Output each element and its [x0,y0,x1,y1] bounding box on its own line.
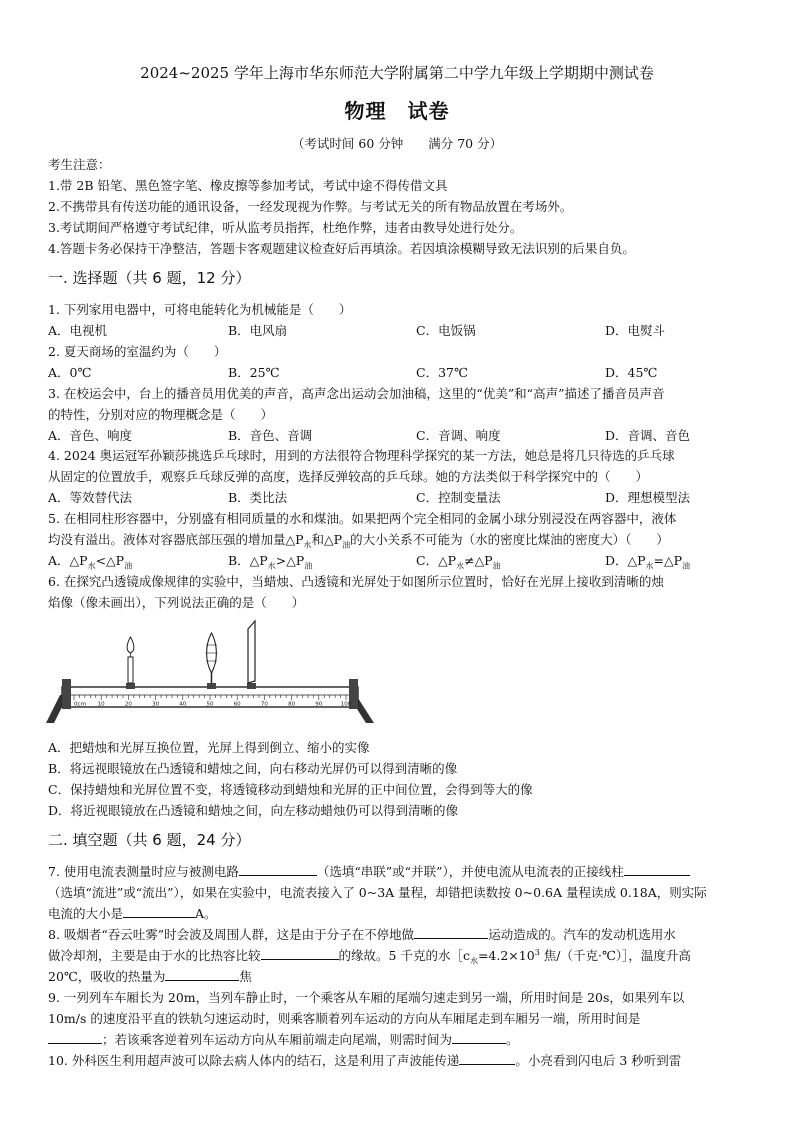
q9-blank-2[interactable] [452,1030,506,1044]
q3-stem-line2: 的特性，分别对应的物理概念是（ ） [48,407,274,422]
q4-option-d: D．理想模型法 [605,490,691,505]
q2-option-c: C．37℃ [416,365,468,380]
q3-option-d: D．音调、音色 [605,428,691,443]
exam-title: 2024~2025 学年上海市华东师范大学附属第二中学九年级上学期期中测试卷 [140,64,654,82]
q8-blank-2[interactable] [261,946,339,960]
bench-left-end [62,679,71,709]
q9-line3: ；若该乘客逆着列车运动方向从车厢前端走向尾端，则需时间为 。 [48,1030,519,1048]
light-screen [247,621,256,689]
q3-stem-line1: 3. 在校运会中，台上的播音员用优美的声音，高声念出运动会加油稿，这里的“优美”和“高声”描述了播音员声音 [48,386,665,401]
q1-option-c: C．电饭锅 [416,323,476,338]
exam-info: （考试时间 60 分钟 满分 70 分） [291,136,503,151]
q4-option-c: C．控制变量法 [416,490,501,505]
q8-blank-3[interactable] [165,967,239,981]
q8-blank-1[interactable] [414,925,488,939]
notice-heading: 考生注意： [48,157,111,172]
bench-tick-label: 100 [340,701,352,708]
q2-option-d: D．45℃ [605,365,658,380]
q3-option-a: A．音色、响度 [48,428,133,443]
q6-option-c: C．保持蜡烛和光屏位置不变，将透镜移动到蜡烛和光屏的正中间位置，会得到等大的像 [48,782,533,797]
q8-line3: 20℃，吸收的热量为 焦 [48,969,252,984]
q4-stem-line1: 4. 2024 奥运冠军孙颖莎挑选乒乓球时，用到的方法很符合物理科学探究的某一方法，她总是将几只待选的乒乓球 [48,448,675,463]
q6-option-d: D．将近视眼镜放在凸透镜和蜡烛之间，向左移动蜡烛仍可以得到清晰的像 [48,803,459,818]
bench-tick-label: 70 [260,701,268,708]
bench-tick-label: 30 [152,701,160,708]
notice-item-2: 2.不携带具有传送功能的通讯设备，一经发现视为作弊。与考试无关的所有物品放置在考场外。 [48,199,573,214]
q5-stem-line2: 均没有溢出。液体对容器底部压强的增加量$\triangle P_水$和$\triangle P_油$的大小关系不可能为（水的密度比煤油的密度大）（ ） [48,532,669,550]
q10-blank-1[interactable] [459,1051,515,1065]
q5-option-b: B．$\triangle P_水>\triangle P_油$ [228,553,313,571]
q3-option-c: C．音调、响度 [416,428,501,443]
candle [126,637,135,689]
bench-tick-label: 0cm [74,701,86,708]
notice-item-3: 3.考试期间严格遵守考试纪律，听从监考员指挥，杜绝作弊，违者由教导处进行处分。 [48,220,523,235]
q7-line3: 电流的大小是 A。 [48,906,217,921]
q1-stem: 1. 下列家用电器中，可将电能转化为机械能是（ ） [48,302,352,317]
convex-lens [206,633,218,689]
q5-option-d: D．$\triangle P_水=\triangle P_油$ [605,553,691,571]
q8-line1: 8. 吸烟者“吞云吐雾”时会波及周围人群，这是由于分子在不停地做 运动造成的。汽车的发动机选用水 [48,927,676,942]
bench-tick-label: 10 [97,701,105,708]
q6-option-b: B．将远视眼镜放在凸透镜和蜡烛之间，向右移动光屏仍可以得到清晰的像 [48,761,458,776]
section-2-heading: 二. 填空题（共 6 题，24 分） [48,831,251,849]
q3-option-b: B．音色、音调 [228,428,313,443]
bench-tick-label: 80 [288,701,296,708]
bench-tick-label: 20 [124,701,132,708]
q1-option-b: B．电风扇 [228,323,288,338]
q4-stem-line2: 从固定的位置放手，观察乒乓球反弹的高度，选择反弹较高的乒乓球。她的方法类似于科学探究中的（ ） [48,469,649,484]
bench-tick-label: 50 [206,701,214,708]
bench-tick-label: 40 [179,701,187,708]
q9-blank-1[interactable] [48,1030,102,1044]
q6-stem-line1: 6. 在探究凸透镜成像规律的实验中，当蜡烛、凸透镜和光屏处于如图所示位置时，恰好在光屏上接收到清晰的烛 [48,574,664,589]
notice-item-4: 4.答题卡务必保持干净整洁，答题卡客观题建议检查好后再填涂。若因填涂模糊导致无法识别的后果自负。 [48,241,635,256]
q4-option-a: A．等效替代法 [48,490,133,505]
q9-line2: 10m/s 的速度沿平直的铁轨匀速运动时，则乘客顺着列车运动的方向从车厢尾走到车厢另一端，所用时间是 [48,1011,641,1026]
q4-option-b: B．类比法 [228,490,288,505]
subject-title: 物理 试卷 [344,99,450,123]
notice-item-1: 1.带 2B 铅笔、黑色签字笔、橡皮擦等参加考试，考试中途不得传借文具 [48,178,448,193]
q5-stem-line1: 5. 在相同柱形容器中，分别盛有相同质量的水和煤油。如果把两个完全相同的金属小球分别浸没在两容器中，液体 [48,511,677,526]
q10-line1: 10. 外科医生利用超声波可以除去病人体内的结石，这是利用了声波能传递 。小亮看到闪电后 3 秒听到雷 [48,1053,682,1068]
q2-option-a: A．0℃ [48,365,92,380]
section-1-heading: 一. 选择题（共 6 题，12 分） [48,269,251,287]
q7-line2: （选填“流进”或“流出”），如果在实验中，电流表接入了 0~3A 量程，却错把读数按 0~0.6A 量程读成 0.18A，则实际 [48,885,707,900]
q6-option-a: A．把蜡烛和光屏互换位置，光屏上得到倒立、缩小的实像 [48,740,370,755]
optical-bench-figure [46,615,376,725]
q8-line2: 做冷却剂，主要是由于水的比热容比较 的缘故。5 千克的水$[c_水=4.2\times 10^3$ 焦/（千克·℃）］，温度升高 [48,947,691,966]
q5-option-a: A．$\triangle P_水<\triangle P_油$ [48,553,133,571]
bench-tick-label: 60 [233,701,241,708]
q7-blank-2[interactable] [624,862,690,876]
q2-option-b: B．25℃ [228,365,280,380]
q5-option-c: C．$\triangle P_水\ne\triangle P_油$ [416,553,501,571]
q2-stem: 2. 夏天商场的室温约为（ ） [48,344,227,359]
q9-line1: 9. 一列列车车厢长为 20m，当列车静止时，一个乘客从车厢的尾端匀速走到另一端，所用时间是 20s，如果列车以 [48,990,685,1005]
q7-line1: 7. 使用电流表测量时应与被测电路 （选填“串联”或“并联”），并使电流从电流表的正接线柱 [48,862,690,880]
q7-blank-3[interactable] [123,904,195,918]
q6-stem-line2: 焰像（像未画出），下列说法正确的是（ ） [48,595,305,610]
bench-tick-label: 90 [315,701,323,708]
q1-option-d: D．电熨斗 [605,323,666,338]
q1-option-a: A．电视机 [48,323,108,338]
q7-blank-1[interactable] [239,862,317,876]
